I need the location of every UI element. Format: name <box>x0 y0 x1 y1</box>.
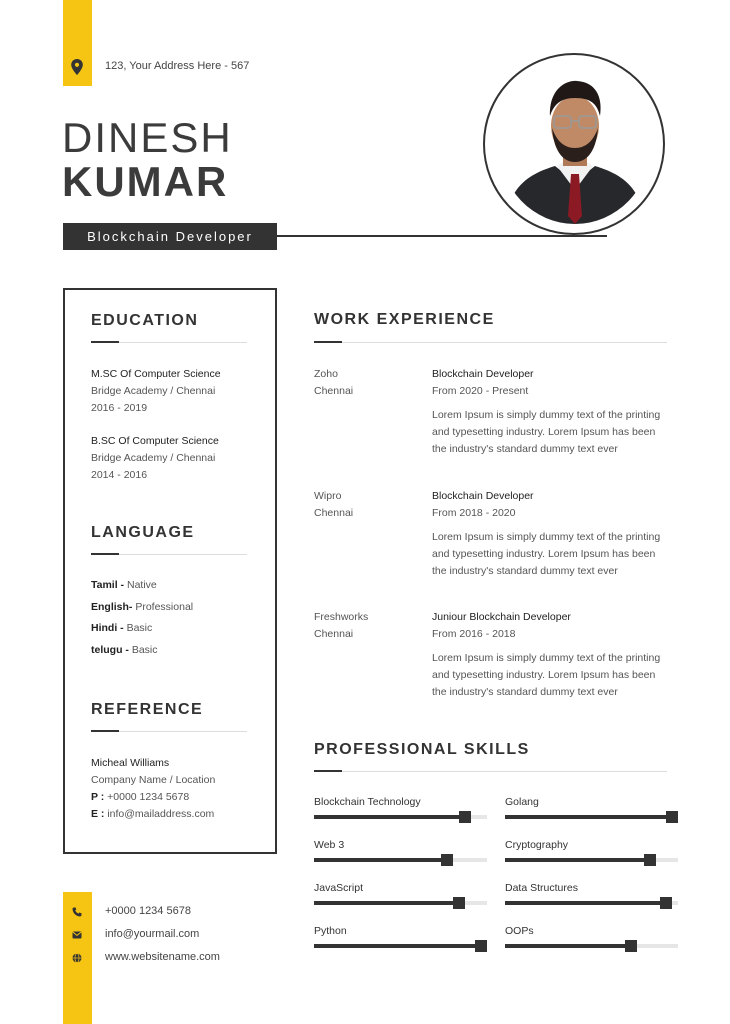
last-name: KUMAR <box>62 158 229 205</box>
reference-company: Company Name / Location <box>91 774 216 786</box>
company-city: Chennai <box>314 385 354 397</box>
company-city: Chennai <box>314 628 354 640</box>
skill-track <box>505 858 678 862</box>
skill-level-fill <box>314 944 482 948</box>
reference-phone: +0000 1234 5678 <box>104 791 190 803</box>
years: 2016 - 2019 <box>91 402 148 414</box>
skill-track <box>314 815 487 819</box>
job-period: From 2020 - Present <box>432 385 529 397</box>
skills-heading: PROFESSIONAL SKILLS <box>314 741 530 758</box>
job-description: Lorem Ipsum is simply dummy text of the printing and typesetting industry. Lorem Ipsum has been the industry's standard dummy text ever <box>432 652 661 698</box>
skill-label: JavaScript <box>314 882 364 894</box>
job-period: From 2016 - 2018 <box>432 628 516 640</box>
language-name: Tamil - <box>91 579 125 591</box>
company-name: Wipro <box>314 490 342 502</box>
skills-underline <box>314 771 667 772</box>
years: 2014 - 2016 <box>91 469 148 481</box>
contact-phone: +0000 1234 5678 <box>105 905 191 917</box>
phone-icon <box>72 907 82 917</box>
skill-level-fill <box>314 901 459 905</box>
reference-underline <box>91 731 247 732</box>
location-pin-icon <box>70 59 84 75</box>
work-item-company <box>314 609 424 643</box>
language-item <box>91 599 193 616</box>
skill-track <box>314 858 487 862</box>
skill-track <box>505 901 678 905</box>
title-divider <box>277 235 607 237</box>
email-label: E : <box>91 808 105 820</box>
skill-track <box>314 901 487 905</box>
globe-icon <box>72 953 82 963</box>
skill-level-fill <box>505 944 631 948</box>
work-item-details <box>432 609 672 701</box>
first-name: DINESH <box>62 114 233 161</box>
work-item-company <box>314 366 424 400</box>
skill-level-fill <box>314 815 465 819</box>
language-item <box>91 577 157 594</box>
language-name: Hindi - <box>91 622 124 634</box>
full-name <box>62 116 233 204</box>
job-period: From 2018 - 2020 <box>432 507 516 519</box>
phone-label: P : <box>91 791 105 803</box>
skill-level-knob <box>660 897 672 909</box>
work-underline <box>314 342 667 343</box>
skill-level-knob <box>625 940 637 952</box>
language-underline <box>91 554 247 555</box>
address-text: 123, Your Address Here - 567 <box>105 60 250 72</box>
skill-level-knob <box>441 854 453 866</box>
skill-label: Python <box>314 925 347 937</box>
education-item <box>91 433 261 484</box>
work-item-company <box>314 488 424 522</box>
job-title: Blockchain Developer <box>63 223 277 250</box>
education-underline <box>91 342 247 343</box>
skill-level-fill <box>314 858 447 862</box>
skill-label: Data Structures <box>505 882 578 894</box>
company-name: Freshworks <box>314 611 369 623</box>
degree: B.SC Of Computer Science <box>91 435 219 447</box>
job-description: Lorem Ipsum is simply dummy text of the printing and typesetting industry. Lorem Ipsum has been the industry's standard dummy text ever <box>432 409 661 455</box>
language-level: Basic <box>128 644 158 656</box>
school: Bridge Academy / Chennai <box>91 452 216 464</box>
skill-level-knob <box>644 854 656 866</box>
work-heading: WORK EXPERIENCE <box>314 311 495 328</box>
degree: M.SC Of Computer Science <box>91 368 221 380</box>
job-role: Blockchain Developer <box>432 368 534 380</box>
skill-level-fill <box>505 901 666 905</box>
job-role: Blockchain Developer <box>432 490 534 502</box>
work-item-details <box>432 488 672 580</box>
company-name: Zoho <box>314 368 338 380</box>
skill-label: Web 3 <box>314 839 345 851</box>
skill-label: Cryptography <box>505 839 569 851</box>
skill-track <box>314 944 487 948</box>
reference-heading: REFERENCE <box>91 701 204 718</box>
skill-level-fill <box>505 815 673 819</box>
skill-level-knob <box>453 897 465 909</box>
language-level: Native <box>124 579 157 591</box>
reference-details <box>91 755 266 823</box>
mail-icon <box>72 930 82 940</box>
language-name: telugu - <box>91 644 129 656</box>
school: Bridge Academy / Chennai <box>91 385 216 397</box>
language-item <box>91 642 158 659</box>
contact-website: www.websitename.com <box>105 951 220 963</box>
education-heading: EDUCATION <box>91 312 199 329</box>
company-city: Chennai <box>314 507 354 519</box>
skill-track <box>505 944 678 948</box>
skill-label: Golang <box>505 796 539 808</box>
skill-label: OOPs <box>505 925 534 937</box>
education-item <box>91 366 261 417</box>
skill-level-knob <box>475 940 487 952</box>
skill-level-knob <box>666 811 678 823</box>
language-item <box>91 620 152 637</box>
job-role: Juniour Blockchain Developer <box>432 611 571 623</box>
language-level: Basic <box>123 622 153 634</box>
reference-name: Micheal Williams <box>91 757 170 769</box>
skill-label: Blockchain Technology <box>314 796 421 808</box>
work-item-details <box>432 366 672 458</box>
job-description: Lorem Ipsum is simply dummy text of the printing and typesetting industry. Lorem Ipsum has been the industry's standard dummy text ever <box>432 531 661 577</box>
skill-track <box>505 815 678 819</box>
contact-email: info@yourmail.com <box>105 928 200 940</box>
profile-photo <box>499 66 651 224</box>
language-heading: LANGUAGE <box>91 524 195 541</box>
skill-level-knob <box>459 811 471 823</box>
reference-email: info@mailaddress.com <box>104 808 215 820</box>
skill-level-fill <box>505 858 650 862</box>
language-name: English- <box>91 601 133 613</box>
language-level: Professional <box>132 601 194 613</box>
